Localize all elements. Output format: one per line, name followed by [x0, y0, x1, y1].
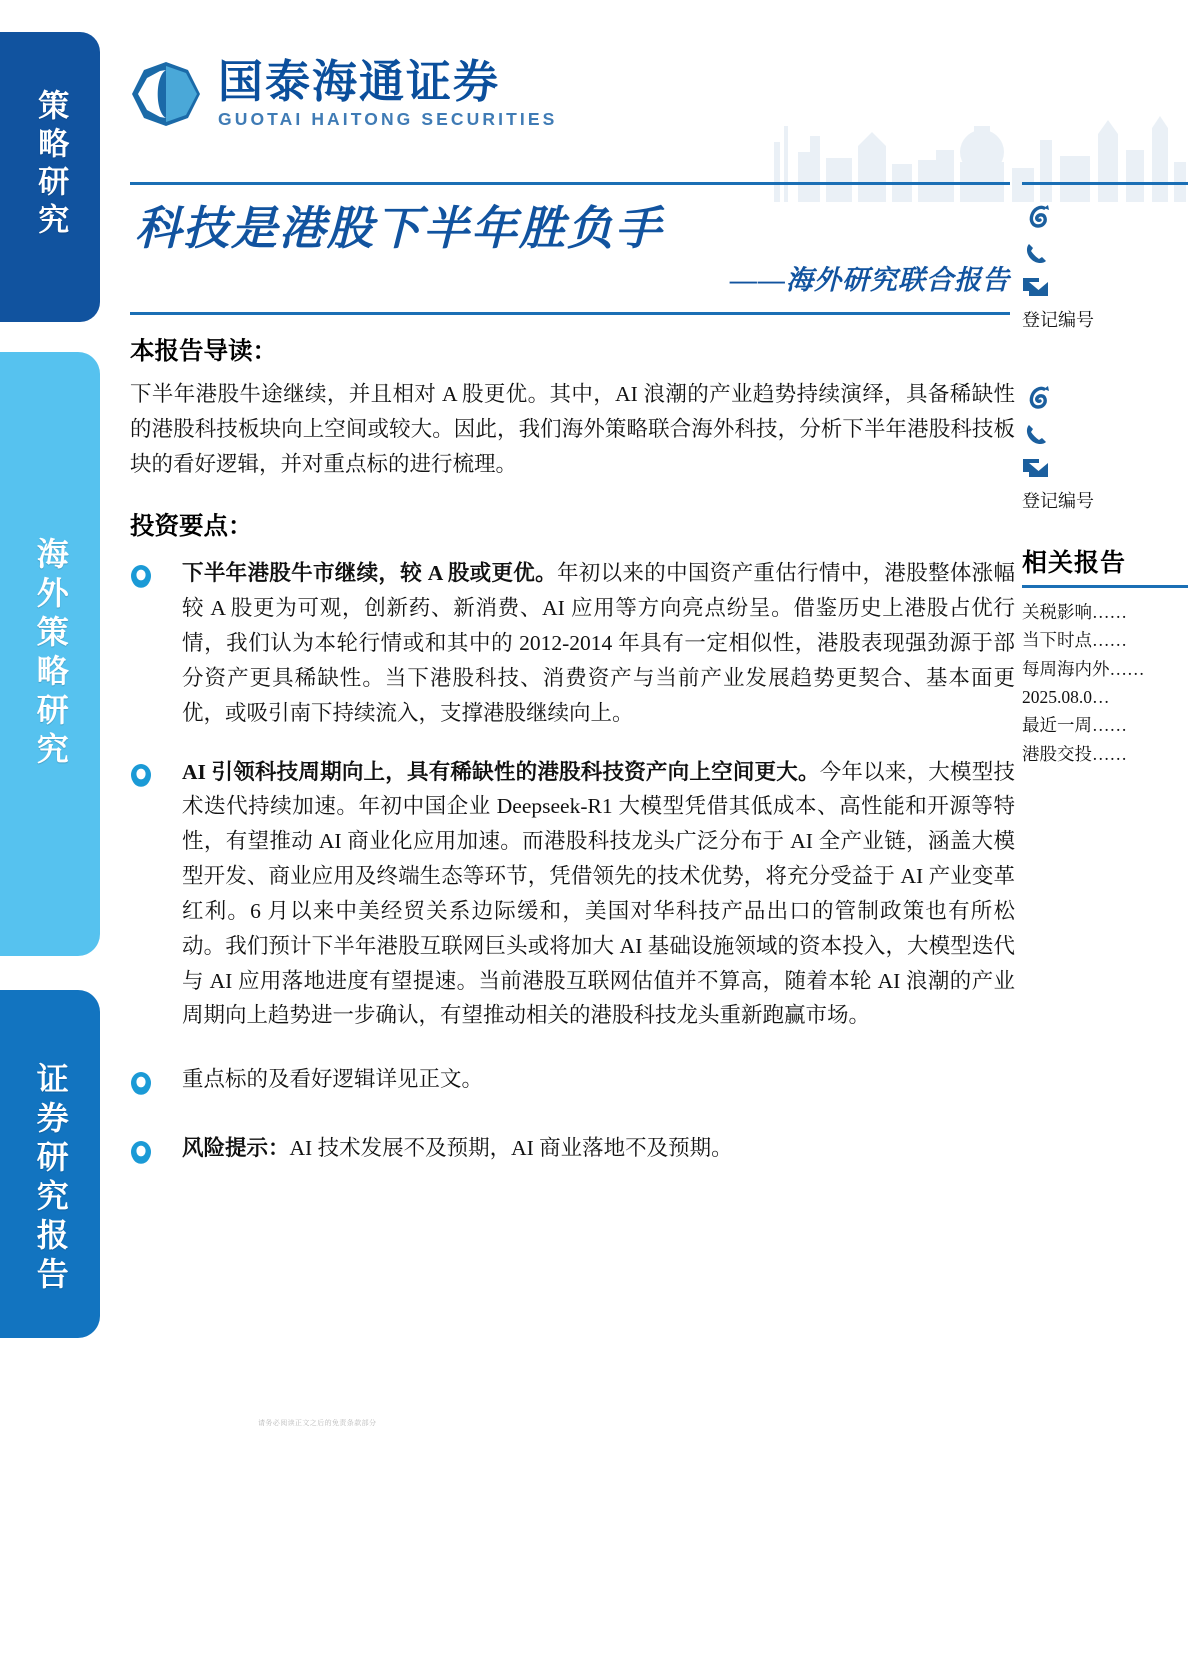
- list-item: [130, 556, 1015, 730]
- mail-icon: [1022, 456, 1050, 480]
- phone-icon: [1022, 421, 1050, 449]
- analyst-pen-row: [1022, 384, 1188, 414]
- right-column-rule: [1022, 182, 1188, 185]
- phone-icon: [1022, 240, 1050, 268]
- list-item[interactable]: 当下时点……: [1022, 630, 1127, 651]
- list-item-body: 年初以来的中国资产重估行情中，港股整体涨幅较 A 股更为可观，创新药、新消费、AI 应用等方向亮点纷呈。借鉴历史上港股占优行情，我们认为本轮行情或和其中的 2012-2014 年具有一定相似性，港股表现强劲源于部分资产更具稀缺性。当下港股科技、消费资产与当前产业发展趋势更契合、基本面更优，或吸引南下持续流入，支撑港股继续向上。: [182, 561, 1015, 725]
- list-item-body: 重点标的及看好逻辑详见正文。: [182, 1067, 484, 1092]
- list-item[interactable]: 2025.08.0…: [1022, 687, 1110, 708]
- related-reports-section: [1022, 543, 1188, 768]
- title-rule-bottom: [130, 312, 1010, 315]
- list-item-text: [182, 1063, 1015, 1095]
- sidebar-tab-label: 证券研究报告: [32, 1062, 69, 1296]
- list-item: [130, 1132, 1015, 1173]
- related-reports-list: [1022, 598, 1188, 768]
- analyst-block: [1022, 384, 1188, 513]
- column-spacer: [1022, 338, 1188, 384]
- list-item-body: 今年以来，大模型技术迭代持续加速。年初中国企业 Deepseek-R1 大模型凭借其低成本、高性能和开源等特性，有望推动 AI 商业化应用加速。而港股科技龙头广泛分布于 AI 全产业链，涵盖大模型开发、商业应用及终端生态等环节，凭借领先的技术优势，将充分受益于 AI 产业变革红利。6 月以来中美经贸关系边际缓和，美国对华科技产品出口的管制政策也有所松动。我们预计下半年港股互联网巨头或将加大 AI 基础设施领域的资本投入，大模型迭代与 AI 应用落地进度有望提速。当前港股互联网估值并不算高，随着本轮 AI 浪潮的产业周期向上趋势进一步确认，有望推动相关的港股科技龙头重新跑赢市场。: [182, 759, 1015, 1028]
- pen-icon: [1022, 384, 1052, 414]
- mail-icon: [1022, 275, 1050, 299]
- lead-heading: 本报告导读：: [130, 338, 277, 365]
- bullet-marker-icon: [130, 556, 182, 597]
- pen-icon: [1022, 203, 1052, 233]
- investment-points-heading: 投资要点：: [130, 513, 253, 541]
- list-item-text: [182, 755, 1015, 1034]
- sidebar-tab-label: 策略研究: [33, 89, 69, 241]
- analyst-mail-row: [1022, 275, 1188, 299]
- lead-paragraph: 下半年港股牛途继续，并且相对 A 股更优。其中，AI 浪潮的产业趋势持续演绎，具备稀缺性的港股科技板块向上空间或较大。因此，我们海外策略联合海外科技，分析下半年港股科技板块的看好逻辑，并对重点标的进行梳理。: [130, 382, 1015, 476]
- bullet-marker-icon: [130, 755, 182, 796]
- list-item: [130, 755, 1015, 1034]
- main-content: [130, 332, 1015, 1197]
- list-item-bold: AI 引领科技周期向上，具有稀缺性的港股科技资产向上空间更大。: [182, 759, 820, 784]
- list-item[interactable]: 每周海内外……: [1022, 658, 1145, 679]
- list-item-bold: 风险提示：: [182, 1136, 290, 1161]
- list-item[interactable]: 最近一周……: [1022, 715, 1127, 736]
- related-reports-title: 相关报告: [1022, 550, 1127, 577]
- analyst-pen-row: [1022, 203, 1188, 233]
- sidebar-tab-securities-research-report[interactable]: [0, 990, 100, 1338]
- sidebar-tab-label: 海外策略研究: [32, 537, 69, 771]
- analyst-phone-row: [1022, 240, 1188, 268]
- list-item[interactable]: 港股交投……: [1022, 743, 1127, 764]
- bullet-marker-icon: [130, 1063, 182, 1104]
- logo-text-english: GUOTAI HAITONG SECURITIES: [218, 109, 558, 130]
- list-item[interactable]: 关税影响……: [1022, 602, 1127, 622]
- footer-disclaimer: 请务必阅读正文之后的免责条款部分: [258, 1420, 377, 1427]
- list-item: [130, 1063, 1015, 1104]
- page-subtitle: ——海外研究联合报告: [730, 265, 1010, 295]
- analyst-registration: 登记编号: [1022, 310, 1094, 330]
- list-item-bold: 下半年港股牛市继续，较 A 股或更优。: [182, 561, 557, 586]
- analyst-mail-row: [1022, 456, 1188, 480]
- header: [130, 58, 1188, 180]
- analyst-phone-row: [1022, 421, 1188, 449]
- analyst-block: [1022, 203, 1188, 332]
- bullet-marker-icon: [130, 1132, 182, 1173]
- page-title: 科技是港股下半年胜负手: [135, 203, 663, 254]
- guotai-haitong-logo-icon: [130, 60, 202, 128]
- sidebar-tab-strategy-research[interactable]: [0, 32, 100, 322]
- title-rule-top: [130, 182, 1010, 185]
- analyst-registration: 登记编号: [1022, 491, 1094, 511]
- logo-text-chinese: 国泰海通证券: [218, 56, 501, 107]
- related-reports-rule: [1022, 585, 1188, 588]
- list-item-body: AI 技术发展不及预期，AI 商业落地不及预期。: [289, 1136, 733, 1161]
- list-item-text: [182, 556, 1015, 730]
- right-info-column: [1022, 182, 1188, 902]
- list-item-text: [182, 1132, 1015, 1164]
- sidebar-tab-overseas-strategy-research[interactable]: [0, 352, 100, 956]
